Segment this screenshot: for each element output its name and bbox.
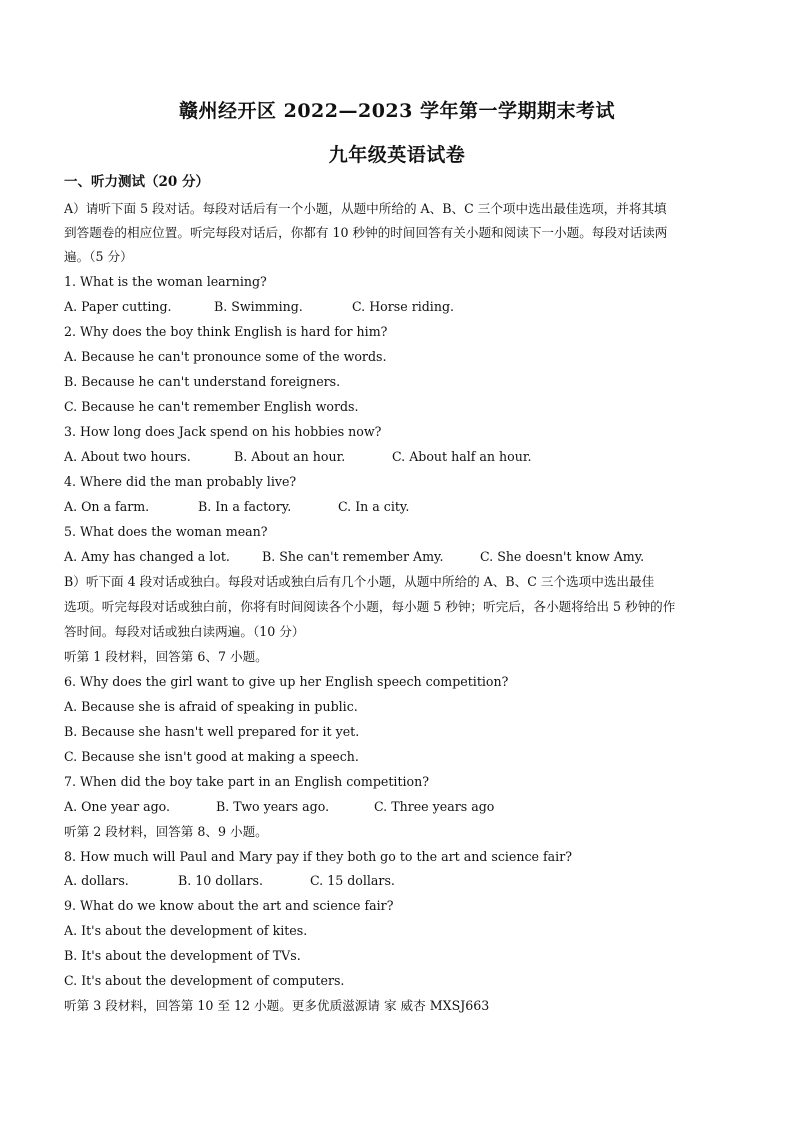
question-5-stem: 5. What does the woman mean?	[64, 524, 268, 539]
question-4-stem: 4. Where did the man probably live?	[64, 474, 297, 489]
question-9-option-a: A. It's about the development of kites.	[64, 923, 308, 938]
question-7-option-a: A. One year ago.	[64, 799, 171, 814]
question-4-option-c: C. In a city.	[338, 499, 410, 514]
question-6-stem: 6. Why does the girl want to give up her English speech competition?	[64, 674, 509, 689]
question-2-stem: 2. Why does the boy think English is hard for him?	[64, 324, 388, 339]
question-6-option-b: B. Because she hasn't well prepared for it yet.	[64, 724, 360, 739]
question-2-option-b: B. Because he can't understand foreigners.	[64, 374, 341, 389]
material-3-instruction: 听第 3 段材料，回答第 10 至 12 小题。更多优质滋源请 家 威杏 MXSJ663	[64, 998, 490, 1013]
question-1-option-c: C. Horse riding.	[352, 299, 455, 314]
question-7-stem: 7. When did the boy take part in an English competition?	[64, 774, 429, 789]
question-8-option-c: C. 15 dollars.	[310, 873, 395, 888]
question-3-option-c: C. About half an hour.	[392, 449, 532, 464]
question-4-option-b: B. In a factory.	[198, 499, 292, 514]
question-8-option-a: A. dollars.	[64, 873, 129, 888]
question-3-option-b: B. About an hour.	[234, 449, 346, 464]
exam-subtitle: 九年级英语试卷	[328, 144, 466, 166]
question-2-option-a: A. Because he can't pronounce some of the words.	[64, 349, 387, 364]
question-3-stem: 3. How long does Jack spend on his hobbies now?	[64, 424, 382, 439]
part-a-instruction-line3: 遍。（5 分）	[64, 249, 133, 264]
part-a-instruction-line2: 到答题卷的相应位置。听完每段对话后，你都有 10 秒钟的时间回答有关小题和阅读下一小题。每段对话读两	[64, 225, 668, 240]
question-1-stem: 1. What is the woman learning?	[64, 274, 267, 289]
question-1-option-b: B. Swimming.	[214, 299, 303, 314]
material-1-instruction: 听第 1 段材料，回答第 6、7 小题。	[64, 649, 268, 664]
question-4-option-a: A. On a farm.	[64, 499, 150, 514]
question-3-option-a: A. About two hours.	[64, 449, 191, 464]
question-2-option-c: C. Because he can't remember English words.	[64, 399, 359, 414]
question-8-option-b: B. 10 dollars.	[178, 873, 263, 888]
question-1-option-a: A. Paper cutting.	[64, 299, 172, 314]
question-9-option-b: B. It's about the development of TVs.	[64, 948, 301, 963]
part-b-instruction-line1: B）听下面 4 段对话或独白。每段对话或独白后有几个小题，从题中所给的 A、B、C 三个选项中选出最佳	[64, 574, 655, 589]
question-6-option-c: C. Because she isn't good at making a speech.	[64, 749, 359, 764]
part-a-instruction-line1: A）请听下面 5 段对话。每段对话后有一个小题，从题中所给的 A、B、C 三个项中选出最佳选项，并将其填	[64, 201, 667, 216]
material-2-instruction: 听第 2 段材料，回答第 8、9 小题。	[64, 824, 268, 839]
section-heading: 一、听力测试（20 分）	[64, 174, 209, 190]
exam-title: 赣州经开区 2022—2023 学年第一学期期末考试	[179, 100, 615, 122]
question-8-stem: 8. How much will Paul and Mary pay if they both go to the art and science fair?	[64, 849, 572, 864]
question-6-option-a: A. Because she is afraid of speaking in public.	[64, 699, 358, 714]
question-5-option-a: A. Amy has changed a lot.	[64, 549, 230, 564]
question-7-option-b: B. Two years ago.	[216, 799, 330, 814]
part-b-instruction-line2: 选项。听完每段对话或独白前，你将有时间阅读各个小题，每小题 5 秒钟；听完后，各小题将给出 5 秒钟的作	[64, 599, 676, 614]
question-5-option-c: C. She doesn't know Amy.	[480, 549, 645, 564]
question-7-option-c: C. Three years ago	[374, 799, 495, 814]
part-b-instruction-line3: 答时间。每段对话或独白读两遍。（10 分）	[64, 624, 305, 639]
question-5-option-b: B. She can't remember Amy.	[262, 549, 444, 564]
question-9-option-c: C. It's about the development of computers.	[64, 973, 345, 988]
question-9-stem: 9. What do we know about the art and science fair?	[64, 898, 394, 913]
